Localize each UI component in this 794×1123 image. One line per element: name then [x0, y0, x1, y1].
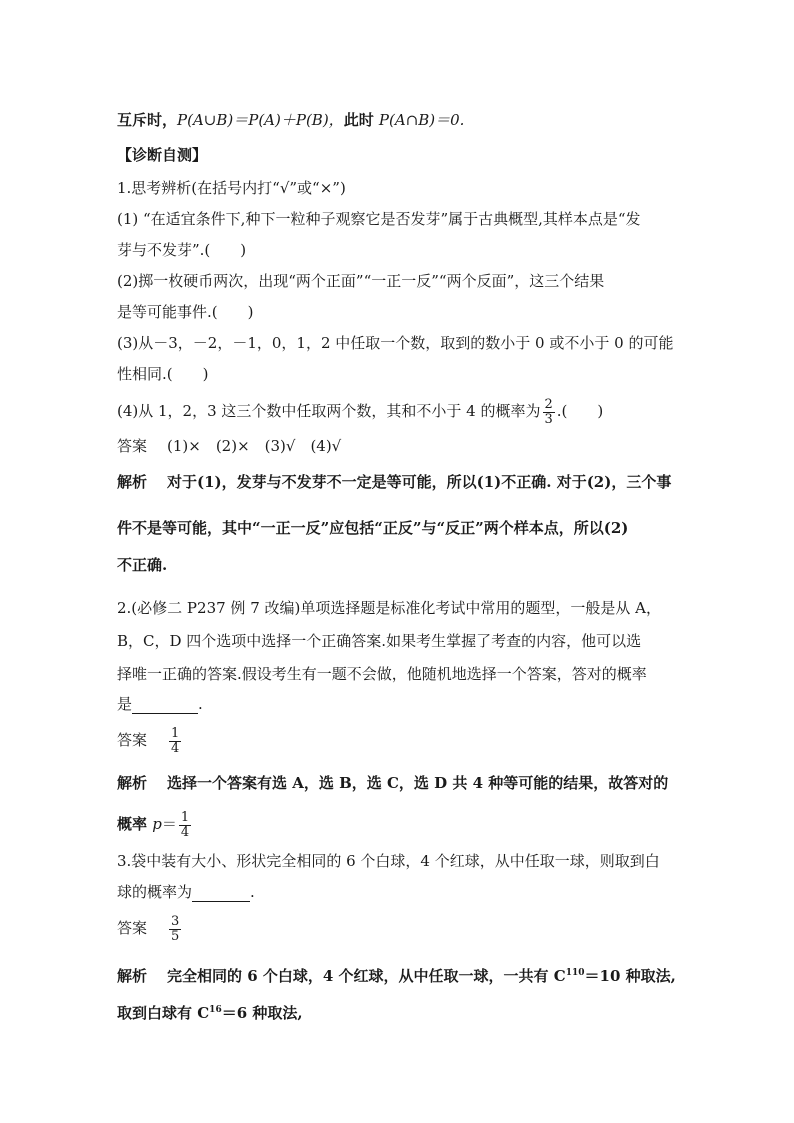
q2-stem-line3: 择唯一正确的答案.假设考生有一题不会做，他随机地选择一个答案，答对的概率	[117, 665, 647, 683]
explanation-text: 取到白球有 C	[117, 1004, 210, 1022]
q1-item3-line1: (3)从－3，－2，－1，0，1，2 中任取一个数，取到的数小于 0 或不小于 0 的可能	[117, 334, 674, 352]
q3-explanation-line2	[117, 1003, 303, 1023]
q1-title: 1.思考辨析(在括号内打“√”或“×”)	[117, 179, 346, 197]
text-segment: 是	[117, 695, 133, 713]
answer-blank	[192, 887, 250, 902]
q1-explanation-line3: 不正确.	[117, 556, 168, 574]
text-segment: 概率	[117, 815, 153, 833]
explanation-text: 完全相同的 6 个白球，4 个红球，从中任取一球，一共有 C	[167, 967, 566, 985]
explanation-text: 选择一个答案有选 A，选 B，选 C，选 D 共 4 种等可能的结果，故答对的	[167, 774, 669, 792]
formula: P(A∪B)＝P(A)＋P(B)，	[177, 111, 344, 129]
section-heading: 【诊断自测】	[117, 146, 208, 164]
answer-label: 答案	[117, 437, 148, 455]
answer-label: 答案	[117, 919, 148, 937]
fraction	[169, 727, 181, 756]
superscript: 1	[565, 968, 572, 978]
denominator: 4	[180, 824, 190, 840]
explanation-label: 解析	[117, 473, 148, 491]
explanation-text: 对于(1)，发芽与不发芽不一定是等可能，所以(1)不正确. 对于(2)，三个事	[167, 473, 672, 491]
answer-blank	[132, 699, 198, 714]
explanation-text: ＝10 种取法,	[584, 967, 676, 985]
variable: p	[152, 815, 162, 833]
q2-explanation-line2	[117, 806, 193, 842]
text-segment: .	[250, 883, 255, 901]
numerator: 2	[544, 396, 553, 412]
superscript: 1	[209, 1005, 216, 1015]
fraction	[179, 811, 191, 840]
text-segment: 互斥时，	[117, 111, 178, 129]
q2-stem-line4	[117, 694, 203, 714]
answer-text: (1)× (2)× (3)√ (4)√	[167, 437, 342, 455]
q2-stem-line1: 2.(必修二 P237 例 7 改编)单项选择题是标准化考试中常用的题型，一般是从 A，	[117, 599, 661, 617]
answer-label: 答案	[117, 731, 148, 749]
q3-stem-line1: 3.袋中装有大小、形状完全相同的 6 个白球，4 个红球，从中任取一球，则取到白	[117, 852, 660, 870]
text-segment: .( )	[556, 402, 604, 420]
q2-explanation-line1	[117, 773, 668, 793]
formula: P(A∩B)＝0.	[378, 111, 465, 129]
q1-answer	[117, 436, 341, 456]
q1-item3-line2: 性相同.( )	[117, 365, 209, 383]
numerator: 3	[171, 913, 180, 929]
explanation-label: 解析	[117, 774, 148, 792]
q1-item2-line1: (2)掷一枚硬币两次，出现“两个正面”“一正一反”“两个反面”，这三个结果	[117, 272, 605, 290]
fraction	[543, 398, 555, 427]
text-segment: (4)从 1，2，3 这三个数中任取两个数，其和不小于 4 的概率为	[117, 402, 541, 420]
q1-explanation-line1	[117, 472, 671, 492]
text-segment: 此时	[343, 111, 379, 129]
q3-explanation-line1	[117, 966, 676, 986]
denominator: 3	[544, 411, 553, 427]
q1-item1-line1: (1) “在适宜条件下,种下一粒种子观察它是否发芽”属于古典概型,其样本点是“发	[117, 210, 641, 228]
q2-answer	[117, 722, 183, 758]
text-segment: 球的概率为	[117, 883, 193, 901]
numerator: 1	[171, 725, 180, 741]
q1-explanation-line2: 件不是等可能，其中“一正一反”应包括“正反”与“反正”两个样本点，所以(2)	[117, 519, 629, 537]
text-segment: ＝	[161, 815, 177, 833]
subscript: 10	[571, 968, 585, 978]
q1-item1-line2: 芽与不发芽”.( )	[117, 241, 247, 259]
continuation-line	[117, 110, 464, 130]
q1-item2-line2: 是等可能事件.( )	[117, 303, 254, 321]
denominator: 4	[171, 740, 180, 756]
q2-stem-line2: B，C，D 四个选项中选择一个正确答案.如果考生掌握了考查的内容，他可以选	[117, 632, 642, 650]
numerator: 1	[180, 809, 190, 825]
denominator: 5	[171, 928, 180, 944]
explanation-text: ＝6 种取法,	[221, 1004, 303, 1022]
fraction	[169, 915, 181, 944]
text-segment: .	[198, 695, 203, 713]
q1-item4	[117, 395, 603, 427]
q3-stem-line2	[117, 882, 255, 902]
subscript: 6	[215, 1005, 222, 1015]
explanation-label: 解析	[117, 967, 148, 985]
q3-answer	[117, 910, 183, 946]
